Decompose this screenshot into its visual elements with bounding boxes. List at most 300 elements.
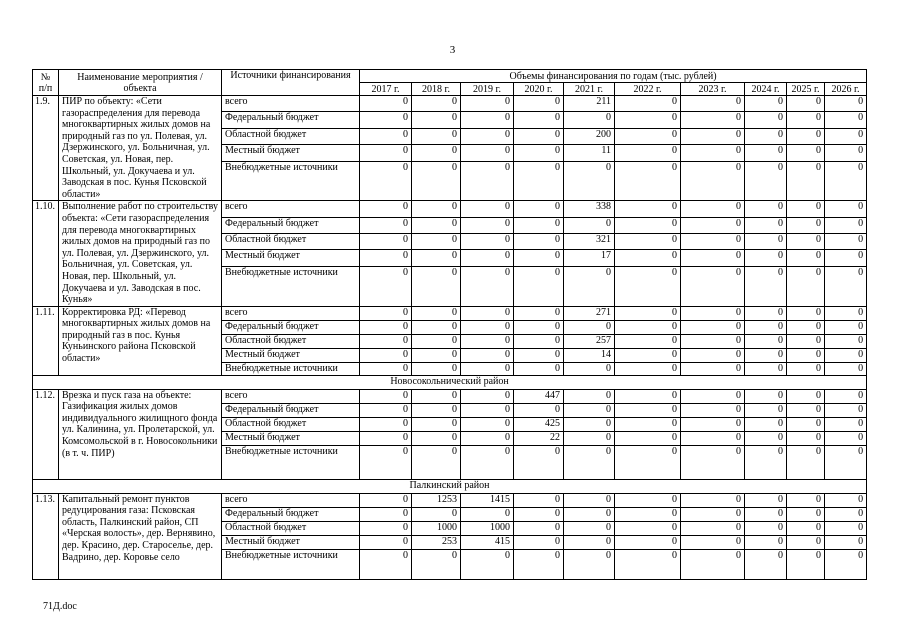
funding-source: Областной бюджет — [222, 417, 360, 431]
funding-value: 0 — [745, 431, 787, 445]
funding-value: 0 — [745, 334, 787, 348]
funding-value: 0 — [745, 362, 787, 375]
funding-source: Местный бюджет — [222, 145, 360, 161]
funding-value: 0 — [745, 250, 787, 266]
funding-value: 0 — [681, 128, 745, 144]
funding-value: 0 — [360, 549, 412, 579]
funding-value: 0 — [681, 217, 745, 233]
table-body — [33, 96, 867, 580]
funding-value: 0 — [825, 348, 867, 362]
funding-value: 0 — [514, 521, 564, 535]
funding-value: 0 — [825, 266, 867, 306]
funding-value: 0 — [787, 250, 825, 266]
funding-value: 0 — [514, 112, 564, 128]
funding-value: 0 — [745, 417, 787, 431]
funding-value: 0 — [360, 417, 412, 431]
funding-value: 0 — [615, 96, 681, 112]
funding-value: 0 — [360, 128, 412, 144]
funding-value: 0 — [825, 96, 867, 112]
item-number: 1.12. — [33, 389, 59, 479]
funding-value: 0 — [412, 320, 461, 334]
funding-value: 0 — [360, 334, 412, 348]
funding-value: 0 — [787, 266, 825, 306]
funding-value: 0 — [745, 549, 787, 579]
funding-value: 0 — [360, 306, 412, 320]
funding-value: 0 — [745, 234, 787, 250]
funding-value: 0 — [745, 266, 787, 306]
section-row — [33, 479, 867, 493]
funding-value: 0 — [564, 403, 615, 417]
funding-source: Внебюджетные источники — [222, 445, 360, 479]
funding-value: 0 — [461, 234, 514, 250]
funding-value: 0 — [615, 431, 681, 445]
header-year: 2018 г. — [412, 83, 461, 96]
funding-value: 0 — [360, 389, 412, 403]
funding-value: 0 — [564, 417, 615, 431]
funding-value: 0 — [825, 431, 867, 445]
funding-value: 0 — [461, 431, 514, 445]
header-year: 2017 г. — [360, 83, 412, 96]
funding-value: 0 — [787, 417, 825, 431]
funding-value: 0 — [615, 445, 681, 479]
funding-value: 0 — [461, 96, 514, 112]
funding-value: 0 — [461, 250, 514, 266]
funding-value: 0 — [412, 334, 461, 348]
funding-source: Внебюджетные источники — [222, 266, 360, 306]
funding-value: 0 — [564, 521, 615, 535]
item-name: Корректировка РД: «Перевод многоквартирных жилых домов на природный газ в пос. Кунья Куньинского района Псковской области» — [59, 306, 222, 375]
funding-value: 1000 — [412, 521, 461, 535]
funding-value: 0 — [514, 493, 564, 507]
table-row — [33, 306, 867, 320]
funding-value: 0 — [615, 403, 681, 417]
funding-value: 0 — [564, 320, 615, 334]
funding-value: 0 — [514, 96, 564, 112]
funding-value: 0 — [825, 493, 867, 507]
funding-value: 0 — [461, 549, 514, 579]
funding-source: всего — [222, 493, 360, 507]
funding-source: Местный бюджет — [222, 535, 360, 549]
funding-value: 0 — [514, 145, 564, 161]
funding-value: 0 — [514, 266, 564, 306]
funding-value: 0 — [681, 112, 745, 128]
item-name: ПИР по объекту: «Сети газораспределения для перевода многоквартирных жилых домов на природный газ по ул. Полевая, ул. Дзержинского, ул. Больничная, ул. Советская, ул. Новая, пер. Школьный, ул. Докучаева и ул. Заводская в пос. Кунья Псковской области» — [59, 96, 222, 201]
funding-value: 0 — [787, 201, 825, 217]
funding-source: Федеральный бюджет — [222, 403, 360, 417]
funding-value: 0 — [681, 549, 745, 579]
funding-value: 0 — [360, 445, 412, 479]
funding-value: 0 — [615, 306, 681, 320]
funding-value: 0 — [514, 217, 564, 233]
funding-value: 0 — [681, 334, 745, 348]
funding-value: 0 — [787, 320, 825, 334]
funding-value: 0 — [514, 201, 564, 217]
funding-value: 0 — [564, 431, 615, 445]
funding-value: 0 — [360, 403, 412, 417]
funding-value: 0 — [615, 234, 681, 250]
funding-value: 0 — [360, 96, 412, 112]
funding-value: 0 — [564, 362, 615, 375]
funding-value: 0 — [825, 507, 867, 521]
header-volumes: Объемы финансирования по годам (тыс. рублей) — [360, 70, 867, 83]
funding-value: 0 — [615, 535, 681, 549]
funding-value: 0 — [514, 334, 564, 348]
funding-value: 0 — [412, 161, 461, 201]
funding-value: 0 — [825, 417, 867, 431]
funding-value: 0 — [787, 145, 825, 161]
funding-value: 0 — [360, 521, 412, 535]
funding-value: 200 — [564, 128, 615, 144]
funding-value: 0 — [825, 320, 867, 334]
funding-value: 0 — [825, 161, 867, 201]
funding-value: 0 — [787, 389, 825, 403]
funding-value: 0 — [825, 250, 867, 266]
funding-value: 0 — [564, 549, 615, 579]
funding-value: 0 — [825, 234, 867, 250]
funding-value: 0 — [681, 320, 745, 334]
funding-value: 17 — [564, 250, 615, 266]
funding-value: 0 — [360, 266, 412, 306]
funding-value: 0 — [412, 217, 461, 233]
funding-value: 0 — [681, 234, 745, 250]
header-year: 2019 г. — [461, 83, 514, 96]
funding-value: 321 — [564, 234, 615, 250]
funding-value: 0 — [745, 306, 787, 320]
funding-value: 0 — [412, 306, 461, 320]
funding-value: 0 — [681, 250, 745, 266]
funding-value: 0 — [825, 445, 867, 479]
funding-value: 271 — [564, 306, 615, 320]
funding-value: 0 — [360, 201, 412, 217]
funding-value: 0 — [514, 250, 564, 266]
funding-value: 0 — [412, 201, 461, 217]
funding-value: 0 — [514, 306, 564, 320]
funding-value: 0 — [412, 389, 461, 403]
funding-value: 0 — [564, 445, 615, 479]
funding-value: 0 — [825, 549, 867, 579]
funding-value: 0 — [745, 145, 787, 161]
funding-value: 0 — [825, 306, 867, 320]
funding-source: всего — [222, 201, 360, 217]
funding-source: Внебюджетные источники — [222, 362, 360, 375]
funding-value: 0 — [615, 161, 681, 201]
funding-value: 0 — [825, 362, 867, 375]
funding-value: 0 — [412, 112, 461, 128]
funding-value: 0 — [787, 535, 825, 549]
funding-value: 0 — [461, 362, 514, 375]
funding-value: 0 — [787, 112, 825, 128]
funding-value: 0 — [681, 535, 745, 549]
funding-value: 0 — [564, 507, 615, 521]
funding-value: 0 — [514, 234, 564, 250]
funding-value: 0 — [615, 493, 681, 507]
funding-value: 0 — [514, 535, 564, 549]
funding-value: 0 — [360, 431, 412, 445]
funding-value: 0 — [461, 217, 514, 233]
funding-value: 0 — [360, 535, 412, 549]
funding-value: 0 — [787, 96, 825, 112]
funding-value: 0 — [745, 128, 787, 144]
table-row — [33, 389, 867, 403]
header-year: 2024 г. — [745, 83, 787, 96]
funding-value: 0 — [787, 403, 825, 417]
funding-source: Федеральный бюджет — [222, 320, 360, 334]
funding-value: 0 — [681, 362, 745, 375]
funding-value: 0 — [412, 96, 461, 112]
funding-value: 0 — [745, 320, 787, 334]
funding-source: Областной бюджет — [222, 128, 360, 144]
funding-value: 0 — [412, 445, 461, 479]
funding-value: 0 — [412, 403, 461, 417]
funding-value: 0 — [825, 403, 867, 417]
funding-value: 0 — [681, 431, 745, 445]
funding-value: 0 — [412, 128, 461, 144]
funding-value: 22 — [514, 431, 564, 445]
funding-value: 211 — [564, 96, 615, 112]
funding-value: 0 — [615, 521, 681, 535]
funding-value: 0 — [514, 348, 564, 362]
funding-value: 0 — [514, 507, 564, 521]
funding-value: 0 — [360, 250, 412, 266]
funding-value: 0 — [412, 234, 461, 250]
funding-source: Областной бюджет — [222, 334, 360, 348]
table-header — [33, 70, 867, 96]
header-name: Наименование мероприятия /объекта — [59, 70, 222, 96]
funding-value: 257 — [564, 334, 615, 348]
item-number: 1.11. — [33, 306, 59, 375]
funding-value: 0 — [825, 112, 867, 128]
funding-value: 0 — [360, 507, 412, 521]
funding-value: 0 — [681, 266, 745, 306]
funding-value: 0 — [615, 145, 681, 161]
funding-value: 0 — [745, 445, 787, 479]
funding-value: 0 — [412, 431, 461, 445]
funding-value: 0 — [360, 493, 412, 507]
funding-value: 0 — [681, 493, 745, 507]
funding-value: 0 — [615, 348, 681, 362]
funding-value: 0 — [787, 521, 825, 535]
funding-value: 0 — [745, 535, 787, 549]
funding-value: 0 — [745, 161, 787, 201]
funding-source: Местный бюджет — [222, 348, 360, 362]
funding-value: 0 — [787, 334, 825, 348]
funding-value: 0 — [825, 145, 867, 161]
item-number: 1.9. — [33, 96, 59, 201]
funding-value: 0 — [615, 417, 681, 431]
header-year: 2020 г. — [514, 83, 564, 96]
funding-value: 0 — [745, 217, 787, 233]
funding-value: 425 — [514, 417, 564, 431]
funding-value: 0 — [564, 112, 615, 128]
funding-value: 1000 — [461, 521, 514, 535]
funding-value: 0 — [615, 266, 681, 306]
funding-value: 0 — [825, 201, 867, 217]
funding-value: 0 — [564, 266, 615, 306]
funding-value: 0 — [825, 334, 867, 348]
funding-source: Областной бюджет — [222, 521, 360, 535]
header-year: 2023 г. — [681, 83, 745, 96]
funding-value: 0 — [412, 507, 461, 521]
funding-value: 0 — [745, 389, 787, 403]
funding-value: 0 — [412, 266, 461, 306]
funding-value: 0 — [461, 389, 514, 403]
funding-value: 0 — [360, 161, 412, 201]
funding-value: 0 — [681, 403, 745, 417]
funding-value: 0 — [615, 217, 681, 233]
item-name: Капитальный ремонт пунктов редуцирования газа: Псковская область, Палкинский район, СП «Черская волость», дер. Вернявино, дер. Красино, дер. Староселье, дер. Вадрино, дер. Коровье село — [59, 493, 222, 579]
item-number: 1.13. — [33, 493, 59, 579]
funding-value: 0 — [787, 362, 825, 375]
funding-value: 1253 — [412, 493, 461, 507]
funding-value: 0 — [461, 201, 514, 217]
funding-value: 0 — [681, 445, 745, 479]
funding-value: 0 — [514, 549, 564, 579]
funding-value: 0 — [787, 217, 825, 233]
funding-value: 0 — [787, 493, 825, 507]
funding-value: 0 — [514, 403, 564, 417]
funding-value: 0 — [514, 445, 564, 479]
funding-value: 0 — [615, 112, 681, 128]
funding-value: 0 — [615, 201, 681, 217]
funding-source: всего — [222, 389, 360, 403]
funding-value: 0 — [360, 320, 412, 334]
footer-filename: 71Д.doc — [43, 601, 77, 612]
header-year: 2026 г. — [825, 83, 867, 96]
funding-value: 0 — [745, 521, 787, 535]
item-number: 1.10. — [33, 201, 59, 306]
funding-value: 338 — [564, 201, 615, 217]
funding-value: 0 — [412, 417, 461, 431]
funding-value: 0 — [360, 112, 412, 128]
funding-source: Федеральный бюджет — [222, 217, 360, 233]
table-row — [33, 493, 867, 507]
header-year: 2025 г. — [787, 83, 825, 96]
funding-value: 0 — [681, 306, 745, 320]
funding-source: Областной бюджет — [222, 234, 360, 250]
funding-value: 0 — [412, 362, 461, 375]
page-number: 3 — [449, 44, 456, 56]
funding-value: 0 — [615, 320, 681, 334]
section-title: Палкинский район — [33, 479, 867, 493]
funding-value: 0 — [825, 535, 867, 549]
funding-value: 0 — [745, 96, 787, 112]
funding-value: 0 — [412, 348, 461, 362]
funding-value: 0 — [412, 549, 461, 579]
funding-value: 0 — [681, 96, 745, 112]
funding-value: 0 — [787, 234, 825, 250]
header-no: № п/п — [33, 70, 59, 96]
funding-value: 447 — [514, 389, 564, 403]
funding-source: всего — [222, 96, 360, 112]
funding-source: Местный бюджет — [222, 250, 360, 266]
funding-value: 0 — [461, 306, 514, 320]
item-name: Врезка и пуск газа на объекте: Газификация жилых домов индивидуального жилищного фонда ул. Калинина, ул. Пролетарской, ул. Комсомольской в г. Новосокольники (в т. ч. ПИР) — [59, 389, 222, 479]
funding-value: 0 — [745, 507, 787, 521]
funding-value: 0 — [787, 128, 825, 144]
funding-value: 0 — [787, 549, 825, 579]
funding-value: 0 — [787, 507, 825, 521]
funding-value: 0 — [615, 362, 681, 375]
funding-value: 0 — [787, 348, 825, 362]
funding-value: 0 — [787, 306, 825, 320]
funding-value: 0 — [825, 389, 867, 403]
item-name: Выполнение работ по строительству объекта: «Сети газораспределения для перевода многоквартирных жилых домов на природный газ по ул. Полевая, ул. Дзержинского, ул. Больничная, ул. Советская, ул. Новая, пер. Школьный, ул. Докучаева и ул. Заводская в пос. Кунья» — [59, 201, 222, 306]
funding-value: 0 — [681, 389, 745, 403]
funding-value: 0 — [461, 417, 514, 431]
funding-value: 0 — [461, 145, 514, 161]
funding-value: 0 — [461, 348, 514, 362]
funding-value: 0 — [681, 201, 745, 217]
funding-value: 0 — [461, 403, 514, 417]
funding-value: 0 — [681, 521, 745, 535]
table-row — [33, 201, 867, 217]
funding-value: 11 — [564, 145, 615, 161]
funding-value: 0 — [564, 217, 615, 233]
funding-value: 0 — [615, 549, 681, 579]
funding-value: 0 — [461, 334, 514, 348]
funding-source: Федеральный бюджет — [222, 507, 360, 521]
funding-value: 14 — [564, 348, 615, 362]
funding-value: 0 — [360, 234, 412, 250]
funding-source: всего — [222, 306, 360, 320]
funding-value: 0 — [615, 389, 681, 403]
funding-value: 0 — [745, 348, 787, 362]
funding-value: 0 — [681, 348, 745, 362]
funding-value: 0 — [564, 535, 615, 549]
funding-value: 0 — [681, 145, 745, 161]
funding-value: 0 — [825, 521, 867, 535]
funding-value: 0 — [360, 145, 412, 161]
funding-value: 0 — [787, 445, 825, 479]
funding-value: 0 — [514, 320, 564, 334]
funding-value: 0 — [745, 493, 787, 507]
funding-value: 253 — [412, 535, 461, 549]
funding-value: 0 — [461, 161, 514, 201]
funding-value: 0 — [360, 217, 412, 233]
funding-source: Местный бюджет — [222, 431, 360, 445]
funding-source: Внебюджетные источники — [222, 161, 360, 201]
funding-value: 0 — [564, 161, 615, 201]
funding-value: 0 — [681, 161, 745, 201]
header-source: Источники финансирования — [222, 70, 360, 96]
funding-value: 0 — [787, 431, 825, 445]
funding-value: 0 — [615, 128, 681, 144]
section-row — [33, 375, 867, 389]
funding-value: 0 — [615, 334, 681, 348]
funding-value: 1415 — [461, 493, 514, 507]
funding-value: 0 — [461, 128, 514, 144]
funding-value: 0 — [461, 445, 514, 479]
funding-value: 0 — [461, 112, 514, 128]
funding-source: Внебюджетные источники — [222, 549, 360, 579]
financing-table — [32, 69, 867, 580]
funding-value: 415 — [461, 535, 514, 549]
funding-value: 0 — [514, 362, 564, 375]
funding-value: 0 — [514, 161, 564, 201]
header-year: 2021 г. — [564, 83, 615, 96]
funding-value: 0 — [681, 417, 745, 431]
funding-value: 0 — [514, 128, 564, 144]
section-title: Новосокольнический район — [33, 375, 867, 389]
funding-value: 0 — [461, 266, 514, 306]
funding-value: 0 — [564, 493, 615, 507]
funding-value: 0 — [681, 507, 745, 521]
funding-value: 0 — [461, 507, 514, 521]
funding-value: 0 — [745, 403, 787, 417]
table-row — [33, 96, 867, 112]
funding-value: 0 — [787, 161, 825, 201]
funding-value: 0 — [825, 217, 867, 233]
